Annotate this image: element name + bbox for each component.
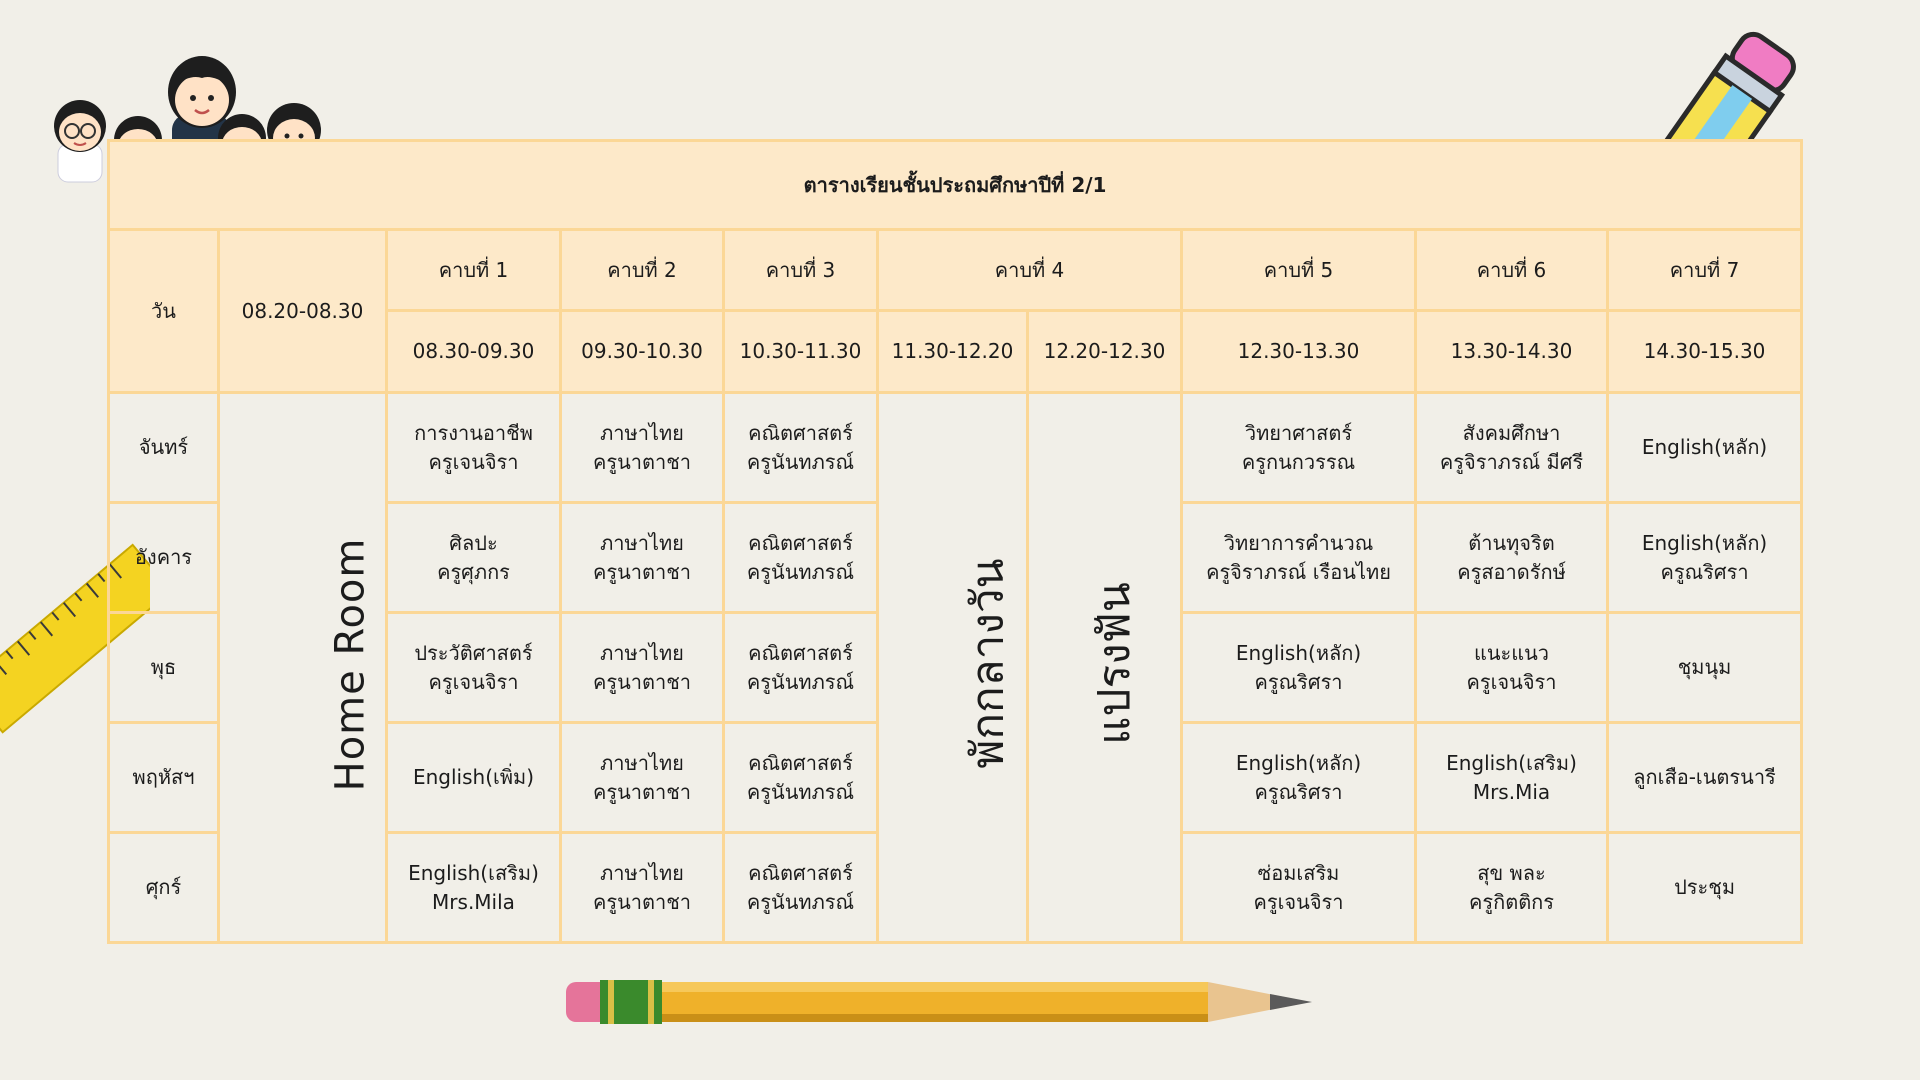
period-time: 08.30-09.30 bbox=[387, 311, 561, 393]
day-cell: พุธ bbox=[109, 613, 219, 723]
timetable-container bbox=[107, 139, 1800, 939]
period-header: คาบที่ 7 bbox=[1608, 230, 1802, 311]
lunch-break-cell bbox=[878, 393, 1028, 943]
subject-cell: คณิตศาสตร์ ครูนันทภรณ์ bbox=[724, 613, 878, 723]
subject-cell: สุข พละ ครูกิตติกร bbox=[1416, 833, 1608, 943]
homeroom-cell bbox=[219, 393, 387, 943]
period-header: คาบที่ 3 bbox=[724, 230, 878, 311]
subject-cell: ลูกเสือ-เนตรนารี bbox=[1608, 723, 1802, 833]
day-cell: ศุกร์ bbox=[109, 833, 219, 943]
subject-cell: การงานอาชีพ ครูเจนจิรา bbox=[387, 393, 561, 503]
day-cell: พฤหัสฯ bbox=[109, 723, 219, 833]
subject-cell: วิทยาศาสตร์ ครูกนกวรรณ bbox=[1182, 393, 1416, 503]
subject-cell: English(เสริม) Mrs.Mila bbox=[387, 833, 561, 943]
kid-figure bbox=[54, 100, 106, 182]
subject-cell: English(เพิ่ม) bbox=[387, 723, 561, 833]
subject-cell: คณิตศาสตร์ ครูนันทภรณ์ bbox=[724, 833, 878, 943]
brush-teeth-label: แปรงฟัน bbox=[1088, 582, 1140, 745]
period-header: คาบที่ 6 bbox=[1416, 230, 1608, 311]
period-time: 12.20-12.30 bbox=[1028, 311, 1182, 393]
subject-cell: ภาษาไทย ครูนาตาชา bbox=[561, 833, 724, 943]
subject-cell: ประวัติศาสตร์ ครูเจนจิรา bbox=[387, 613, 561, 723]
subject-cell: คณิตศาสตร์ ครูนันทภรณ์ bbox=[724, 393, 878, 503]
subject-cell: English(หลัก) ครูณริศรา bbox=[1608, 503, 1802, 613]
subject-cell: ชุมนุม bbox=[1608, 613, 1802, 723]
lunch-break-label: พักกลางวัน bbox=[962, 558, 1014, 769]
subject-cell: ภาษาไทย ครูนาตาชา bbox=[561, 503, 724, 613]
subject-cell: ศิลปะ ครูศุภกร bbox=[387, 503, 561, 613]
subject-cell: ภาษาไทย ครูนาตาชา bbox=[561, 613, 724, 723]
subject-cell: English(เสริม) Mrs.Mia bbox=[1416, 723, 1608, 833]
timetable bbox=[107, 139, 1803, 944]
period-header: คาบที่ 5 bbox=[1182, 230, 1416, 311]
day-cell: จันทร์ bbox=[109, 393, 219, 503]
period-time: 12.30-13.30 bbox=[1182, 311, 1416, 393]
subject-cell: ภาษาไทย ครูนาตาชา bbox=[561, 393, 724, 503]
subject-cell: English(หลัก) bbox=[1608, 393, 1802, 503]
homeroom-label: Home Room bbox=[327, 537, 374, 792]
homeroom-time-header: 08.20-08.30 bbox=[219, 230, 387, 393]
period-time: 09.30-10.30 bbox=[561, 311, 724, 393]
subject-cell: English(หลัก) ครูณริศรา bbox=[1182, 723, 1416, 833]
subject-cell: English(หลัก) ครูณริศรา bbox=[1182, 613, 1416, 723]
subject-cell: วิทยาการคำนวณ ครูจิราภรณ์ เรือนไทย bbox=[1182, 503, 1416, 613]
table-row bbox=[109, 393, 1802, 503]
subject-cell: คณิตศาสตร์ ครูนันทภรณ์ bbox=[724, 503, 878, 613]
page-title: ตารางเรียนชั้นประถมศึกษาปีที่ 2/1 bbox=[109, 141, 1802, 230]
period-header: คาบที่ 2 bbox=[561, 230, 724, 311]
brush-teeth-cell bbox=[1028, 393, 1182, 943]
subject-cell: แนะแนว ครูเจนจิรา bbox=[1416, 613, 1608, 723]
period-time: 11.30-12.20 bbox=[878, 311, 1028, 393]
subject-cell: สังคมศึกษา ครูจิราภรณ์ มีศรี bbox=[1416, 393, 1608, 503]
day-cell: อังคาร bbox=[109, 503, 219, 613]
day-header: วัน bbox=[109, 230, 219, 393]
subject-cell: ซ่อมเสริม ครูเจนจิรา bbox=[1182, 833, 1416, 943]
subject-cell: ภาษาไทย ครูนาตาชา bbox=[561, 723, 724, 833]
pencil-icon bbox=[560, 970, 1360, 1040]
period-time: 10.30-11.30 bbox=[724, 311, 878, 393]
period-header: คาบที่ 1 bbox=[387, 230, 561, 311]
subject-cell: ประชุม bbox=[1608, 833, 1802, 943]
period-header: คาบที่ 4 bbox=[878, 230, 1182, 311]
subject-cell: ต้านทุจริต ครูสอาดรักษ์ bbox=[1416, 503, 1608, 613]
period-time: 13.30-14.30 bbox=[1416, 311, 1608, 393]
period-time: 14.30-15.30 bbox=[1608, 311, 1802, 393]
subject-cell: คณิตศาสตร์ ครูนันทภรณ์ bbox=[724, 723, 878, 833]
